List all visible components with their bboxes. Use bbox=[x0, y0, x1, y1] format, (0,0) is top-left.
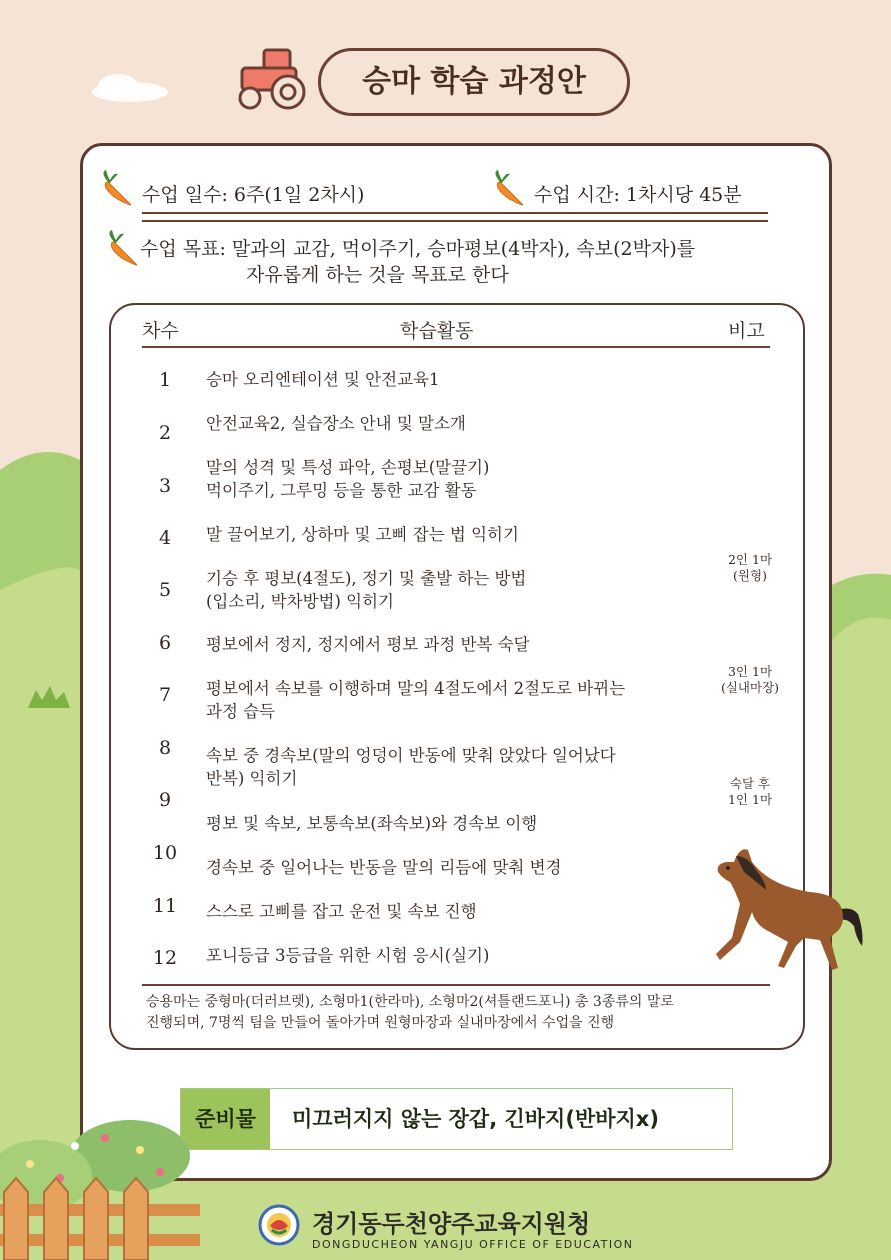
tractor-icon bbox=[236, 46, 310, 112]
activity-text: 속보 중 경속보(말의 엉덩이 반동에 맞춰 앉았다 일어났다 반복) 익히기 bbox=[206, 746, 616, 788]
session-number: 11 bbox=[152, 895, 178, 917]
preparation-text: 미끄러지지 않는 장갑, 긴바지(반바지x) bbox=[292, 1107, 659, 1131]
fence-illustration bbox=[0, 1116, 200, 1260]
footnote: 승용마는 중형마(더러브렛), 소형마1(한라마), 소형마2(셔틀랜드포니) 총 3종류의 말로 진행되며, 7명씩 팀을 만들어 돌아가며 원형마장과 실내마장에서 수업을 진행 bbox=[146, 994, 674, 1031]
session-number: 9 bbox=[158, 789, 172, 811]
carrot-icon bbox=[98, 170, 134, 208]
activity-text: 말 끌어보기, 상하마 및 고삐 잡는 법 익히기 bbox=[206, 525, 519, 544]
time-info: 수업 시간: 1차시당 45분 bbox=[534, 184, 742, 206]
activity-text: 평보에서 정지, 정지에서 평보 과정 반복 숙달 bbox=[206, 635, 530, 654]
goal-info-continued: 자유롭게 하는 것을 목표로 한다 bbox=[246, 264, 509, 286]
activity-text: 포니등급 3등급을 위한 시험 응시(실기) bbox=[206, 946, 490, 965]
carrot-icon bbox=[104, 230, 140, 268]
session-number: 5 bbox=[158, 579, 172, 601]
session-number: 2 bbox=[158, 422, 172, 444]
session-number: 4 bbox=[158, 527, 172, 549]
session-number: 10 bbox=[152, 842, 178, 864]
header-note: 비고 bbox=[728, 320, 765, 342]
divider bbox=[142, 220, 768, 222]
activity-text: 스스로 고삐를 잡고 운전 및 속보 진행 bbox=[206, 902, 477, 921]
activity-text: 평보에서 속보를 이행하며 말의 4절도에서 2절도로 바뀌는 과정 습득 bbox=[206, 679, 626, 721]
session-number: 6 bbox=[158, 632, 172, 654]
session-number: 1 bbox=[158, 369, 172, 391]
activity-text: 안전교육2, 실습장소 안내 및 말소개 bbox=[206, 414, 466, 433]
note-text: 숙달 후 1인 1마 bbox=[727, 776, 773, 807]
header-activity: 학습활동 bbox=[400, 320, 474, 342]
horse-illustration bbox=[700, 842, 870, 976]
organization-name: 경기동두천양주교육지원청 bbox=[312, 1210, 591, 1238]
footnote-divider bbox=[142, 984, 770, 986]
goal-info: 수업 목표: 말과의 교감, 먹이주기, 승마평보(4박자), 속보(2박자)를 bbox=[140, 238, 696, 260]
emblem-icon bbox=[258, 1204, 300, 1246]
activity-text: 말의 성격 및 특성 파악, 손평보(말끌기) 먹이주기, 그루밍 등을 통한 교감 활동 bbox=[206, 458, 490, 500]
session-number: 3 bbox=[158, 475, 172, 497]
organization-name-english: DONGDUCHEON YANGJU OFFICE OF EDUCATION bbox=[312, 1238, 634, 1251]
header-divider bbox=[142, 346, 770, 348]
session-number: 7 bbox=[158, 684, 172, 706]
session-number: 8 bbox=[158, 737, 172, 759]
note-text: 2인 1마 (원형) bbox=[727, 552, 773, 583]
activity-text: 기승 후 평보(4절도), 정기 및 출발 하는 방법 (입소리, 박차방법) 익히기 bbox=[206, 569, 527, 611]
preparation-label: 준비물 bbox=[181, 1089, 270, 1149]
activity-text: 평보 및 속보, 보통속보(좌속보)와 경속보 이행 bbox=[206, 814, 538, 833]
note-text: 3인 1마 (실내마장) bbox=[720, 664, 780, 695]
header-session: 차수 bbox=[142, 320, 179, 342]
divider bbox=[142, 212, 768, 214]
session-number: 12 bbox=[152, 947, 178, 969]
activity-text: 승마 오리엔테이션 및 안전교육1 bbox=[206, 370, 440, 389]
activity-text: 경속보 중 일어나는 반동을 말의 리듬에 맞춰 변경 bbox=[206, 858, 562, 877]
page-title: 승마 학습 과정안 bbox=[362, 64, 586, 99]
days-info: 수업 일수: 6주(1일 2차시) bbox=[142, 184, 365, 206]
carrot-icon bbox=[490, 170, 526, 208]
